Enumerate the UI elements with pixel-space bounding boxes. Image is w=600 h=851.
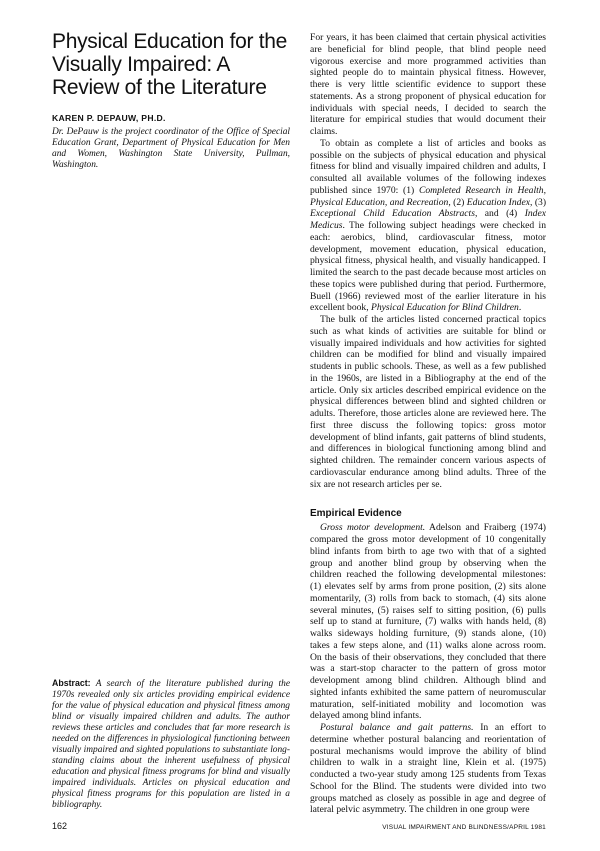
intro-paragraph-3: The bulk of the articles listed concerned practical topics such as what kinds of activities are suitable for blind or visually impaired individuals and how activities for sighted children can be modified for blind and visually impaired students in public schools. These, as well as a few published in the 1960s, are listed in a Bibliography at the end of the article. Only six articles described empirical evidence on the physical differences between blind and sighted children or adults. Therefore, those articles alone are reviewed here. The first three discuss the following topics: gross motor development of blind infants, gait patterns of blind students, and differences in biological functioning among blind and sighted children. The remainder concern various aspects of cardiovascular endurance among blind adults. Three of the six are not research articles per se. — [310, 314, 546, 490]
author-name: KAREN P. DEPAUW, PH.D. — [52, 113, 166, 123]
right-column — [310, 30, 546, 831]
section-paragraph-2 — [310, 722, 546, 816]
page-number: 162 — [52, 821, 68, 831]
text-segment: , (3) — [529, 196, 547, 208]
abstract-label: Abstract: — [52, 678, 91, 688]
section-heading: Empirical Evidence — [310, 508, 402, 520]
index-title: Completed Research in Health, Physical Education, and Recreation — [310, 184, 546, 208]
left-column — [52, 30, 290, 831]
text-segment: , and (4) — [474, 208, 525, 220]
text-segment: To obtain as complete a list of articles and books as possible on the subjects of physical education and physical fitness for blind and visually impaired children and adults, I consulted all available volumes of the following indexes published since 1970: (1) — [310, 137, 546, 196]
abstract-text: A search of the literature published during the 1970s revealed only six articles providing empirical evidence for the value of physical education and physical fitness among blind or visually impaired children and adults. The author reviews these articles and concludes that far more research is needed on the differences in physiological functioning between visually impaired and sighted populations to substantiate long-standing claims about the inherent usefulness of physical education and physical fitness programs for blind and visually impaired individuals. Articles on physical education and physical fitness programs for this population are listed in a bibliography. — [52, 679, 290, 810]
text-segment: . — [518, 302, 522, 314]
abstract — [52, 678, 290, 811]
text-segment: . The following subject headings were checked in each: aerobics, blind, cardiovascular fitness, motor development, movement education, physical education, physical fitness, physical health, and visually handicapped. I limited the search to the past decade because most articles on these topics were published during that period. Furthermore, Buell (1966) reviewed most of the earlier literature in his excellent book, — [310, 220, 546, 314]
index-title: Index Medicus — [310, 208, 546, 231]
section-text — [310, 522, 546, 816]
section-paragraph-1 — [310, 522, 546, 722]
index-title: Education Index — [466, 196, 530, 208]
running-footer: VISUAL IMPAIRMENT AND BLINDNESS/APRIL 1981 — [382, 824, 546, 831]
intro-paragraph-2 — [310, 138, 546, 314]
book-title: Physical Education for Blind Children — [371, 302, 519, 314]
paragraph-text: In an effort to determine whether postural balancing and reorientation of postural mechanisms would improve the ability of blind children to walk in a straight line, Klein et al. (1975) conducted a two-year study among 125 students from Texas School for the Blind. The students were divided into two groups matched as closely as possible in age and degree of lateral pelvic asymmetry. The children in one group were — [310, 722, 546, 816]
intro-paragraph-1: For years, it has been claimed that certain physical activities are beneficial for blind people, that blind people need vigorous exercise and more programmed activities than sighted people do to maintain physical fitness. However, there is very little scientific evidence to support these statements. As a strong proponent of physical education for individuals with special needs, I decided to search the literature for empirical studies that would document their claims. — [310, 32, 546, 137]
run-in-heading: Postural balance and gait patterns. — [320, 722, 474, 733]
text-segment: , (2) — [448, 196, 467, 208]
run-in-heading: Gross motor development. — [320, 522, 426, 534]
column-spacer — [52, 171, 290, 678]
paragraph-text: Adelson and Fraiberg (1974) compared the gross motor development of 10 congenitally blind infants from birth to age two with that of a sighted group and another blind group by observing when the children reached the following developmental milestones: (1) elevates self by arms from prone position, (2) sits alone momentarily, (3) rolls from back to stomach, (4) sits alone several minutes, (5) raises self to sitting position, (6) pulls self up to stand at furniture, (7) walks with hands held, (8) walks sideways holding furniture, (9) stands alone, (10) takes a few steps alone, and (11) walks alone across room. On the basis of their observations, they concluded that there was a start-stop character to the pattern of gross motor development among blind children. Although blind and sighted infants exhibited the same pattern of neuromuscular maturation, self-initiated mobility and locomotion was delayed among blind infants. — [310, 522, 547, 722]
article-title: Physical Education for the Visually Impaired: A Review of the Literature — [52, 30, 288, 99]
index-title: Exceptional Child Education Abstracts — [310, 208, 475, 220]
author-bio: Dr. DePauw is the project coordinator of the Office of Special Education Grant, Department of Physical Education for Men and Women, Washington State University, Pullman, Washington. — [52, 127, 290, 170]
intro-text — [310, 32, 546, 490]
